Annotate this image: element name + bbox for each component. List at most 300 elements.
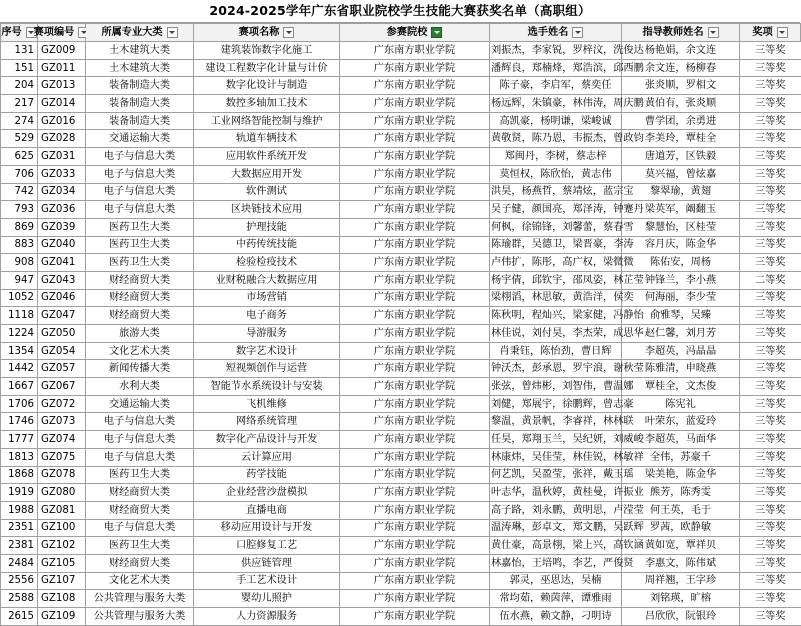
col-header-code[interactable]: 赛项编号: [38, 24, 86, 42]
cell-players[interactable]: 杨宇倩，邱钦宇，邵凤姿，林芷莹: [490, 271, 622, 289]
cell-index[interactable]: 908: [1, 254, 38, 272]
cell-code[interactable]: GZ034: [38, 183, 86, 201]
cell-teachers[interactable]: 张炎顺，罗相文: [622, 77, 740, 95]
cell-school[interactable]: 广东南方职业学院: [340, 112, 490, 130]
table-row: [1, 537, 801, 555]
cell-school[interactable]: 广东南方职业学院: [340, 218, 490, 236]
cell-index[interactable]: 1667: [1, 378, 38, 396]
col-header-award[interactable]: 奖项: [740, 24, 801, 42]
cell-award[interactable]: 三等奖: [740, 130, 801, 148]
cell-award[interactable]: 三等奖: [740, 77, 801, 95]
cell-teachers[interactable]: 唐道芳，区铁毅: [622, 148, 740, 166]
table-row: [1, 59, 801, 77]
cell-event[interactable]: 工业网络智能控制与维护: [194, 112, 340, 130]
cell-category[interactable]: 财经商贸大类: [86, 501, 194, 519]
cell-event[interactable]: 检验检疫技术: [194, 254, 340, 272]
cell-index[interactable]: 2351: [1, 519, 38, 537]
cell-teachers[interactable]: 叶荣东，蓝爱玲: [622, 413, 740, 431]
filter-dropdown-icon[interactable]: [283, 27, 294, 38]
cell-code[interactable]: GZ047: [38, 307, 86, 325]
cell-award[interactable]: 三等奖: [740, 554, 801, 572]
cell-players[interactable]: 肖秉钰，陈怡劲，曹日辉: [490, 342, 622, 360]
cell-school[interactable]: 广东南方职业学院: [340, 519, 490, 537]
cell-players[interactable]: 潘辉良，郑楠烽，郑浩滨，邱西鹏: [490, 59, 622, 77]
cell-players[interactable]: 常均茹，赖茵萍，谭雅雨: [490, 590, 622, 608]
cell-players[interactable]: 郑闽丹，李树，蔡志梓: [490, 148, 622, 166]
cell-teachers[interactable]: 陈宪礼: [622, 395, 740, 413]
cell-index[interactable]: 217: [1, 95, 38, 113]
cell-award[interactable]: 三等奖: [740, 42, 801, 60]
cell-event[interactable]: 直播电商: [194, 501, 340, 519]
cell-index[interactable]: 869: [1, 218, 38, 236]
cell-event[interactable]: 导游服务: [194, 325, 340, 343]
cell-school[interactable]: 广东南方职业学院: [340, 289, 490, 307]
cell-players[interactable]: 高凯豪，杨明谦，梁峻诚: [490, 112, 622, 130]
cell-teachers[interactable]: 何王英，毛于: [622, 501, 740, 519]
table-row: [1, 307, 801, 325]
table-row: [1, 325, 801, 343]
cell-index[interactable]: 625: [1, 148, 38, 166]
cell-category[interactable]: 财经商贸大类: [86, 271, 194, 289]
cell-school[interactable]: 广东南方职业学院: [340, 608, 490, 626]
cell-teachers[interactable]: 熊芳，陈秀雯: [622, 484, 740, 502]
cell-players[interactable]: 何枫，徐锦锋，刘馨蕾，蔡春雪: [490, 218, 622, 236]
cell-event[interactable]: 数字化设计与制造: [194, 77, 340, 95]
cell-school[interactable]: 广东南方职业学院: [340, 413, 490, 431]
cell-players[interactable]: 林佳说，刘付昊，李杰荣，成思华: [490, 325, 622, 343]
cell-category[interactable]: 装备制造大类: [86, 112, 194, 130]
cell-players[interactable]: 林嘉怡，王培鸣，李艺，严俊贤: [490, 554, 622, 572]
cell-index[interactable]: 1813: [1, 448, 38, 466]
cell-players[interactable]: 陈秋明，程灿兴，梁家健，冯静怡: [490, 307, 622, 325]
cell-players[interactable]: 何艺凯，吴盈莹，张祥，戴玉瑶: [490, 466, 622, 484]
cell-teachers[interactable]: 黄如宽，覃祥贝: [622, 537, 740, 555]
cell-category[interactable]: 电子与信息大类: [86, 519, 194, 537]
cell-teachers[interactable]: 梁英军，阚翻玉: [622, 201, 740, 219]
cell-category[interactable]: 交通运输大类: [86, 395, 194, 413]
cell-school[interactable]: 广东南方职业学院: [340, 395, 490, 413]
cell-code[interactable]: GZ074: [38, 431, 86, 449]
cell-event[interactable]: 轨道车辆技术: [194, 130, 340, 148]
cell-award[interactable]: 三等奖: [740, 360, 801, 378]
cell-code[interactable]: GZ067: [38, 378, 86, 396]
table-row: [1, 95, 801, 113]
cell-teachers[interactable]: 赵仁馨，刘月芳: [622, 325, 740, 343]
cell-index[interactable]: 793: [1, 201, 38, 219]
cell-award[interactable]: 三等奖: [740, 413, 801, 431]
cell-category[interactable]: 土木建筑大类: [86, 42, 194, 60]
table-row: [1, 254, 801, 272]
cell-school[interactable]: 广东南方职业学院: [340, 165, 490, 183]
cell-code[interactable]: GZ039: [38, 218, 86, 236]
cell-teachers[interactable]: 莫兴福，曾炫嘉: [622, 165, 740, 183]
cell-code[interactable]: GZ041: [38, 254, 86, 272]
cell-index[interactable]: 1354: [1, 342, 38, 360]
cell-players[interactable]: 温涛琳，彭卓文，郑文鹏，吴跃辉: [490, 519, 622, 537]
cell-index[interactable]: 2556: [1, 572, 38, 590]
cell-teachers[interactable]: 吕欣欣，阮银玲: [622, 608, 740, 626]
table-row: [1, 77, 801, 95]
table-row: [1, 148, 801, 166]
cell-school[interactable]: 广东南方职业学院: [340, 183, 490, 201]
cell-index[interactable]: 1224: [1, 325, 38, 343]
cell-players[interactable]: 洪昊，杨燕哲，蔡靖炫，蓝宗宝: [490, 183, 622, 201]
cell-school[interactable]: 广东南方职业学院: [340, 77, 490, 95]
cell-players[interactable]: 陈瑜群，吴德卫，梁晋豪，李涛: [490, 236, 622, 254]
cell-index[interactable]: 2615: [1, 608, 38, 626]
cell-school[interactable]: 广东南方职业学院: [340, 537, 490, 555]
cell-category[interactable]: 装备制造大类: [86, 77, 194, 95]
cell-code[interactable]: GZ040: [38, 236, 86, 254]
cell-award[interactable]: 三等奖: [740, 218, 801, 236]
cell-code[interactable]: GZ046: [38, 289, 86, 307]
cell-index[interactable]: 1442: [1, 360, 38, 378]
cell-category[interactable]: 财经商贸大类: [86, 289, 194, 307]
cell-code[interactable]: GZ011: [38, 59, 86, 77]
cell-code[interactable]: GZ054: [38, 342, 86, 360]
cell-school[interactable]: 广东南方职业学院: [340, 130, 490, 148]
cell-code[interactable]: GZ043: [38, 271, 86, 289]
cell-code[interactable]: GZ102: [38, 537, 86, 555]
cell-event[interactable]: 中药传统技能: [194, 236, 340, 254]
cell-school[interactable]: 广东南方职业学院: [340, 448, 490, 466]
cell-award[interactable]: 三等奖: [740, 95, 801, 113]
cell-award[interactable]: 三等奖: [740, 289, 801, 307]
cell-school[interactable]: 广东南方职业学院: [340, 378, 490, 396]
cell-event[interactable]: 数控多轴加工技术: [194, 95, 340, 113]
cell-players[interactable]: 刘振杰，李家锐，罗梓汶，洗俊达: [490, 42, 622, 60]
cell-award[interactable]: 三等奖: [740, 254, 801, 272]
cell-award[interactable]: 三等奖: [740, 466, 801, 484]
cell-index[interactable]: 947: [1, 271, 38, 289]
cell-players[interactable]: 莫恒权，陈欣怡，黄志伟: [490, 165, 622, 183]
cell-index[interactable]: 274: [1, 112, 38, 130]
cell-players[interactable]: 钟沃杰，彭承恩，罗宇浪，谢秋莹: [490, 360, 622, 378]
cell-category[interactable]: 电子与信息大类: [86, 431, 194, 449]
cell-code[interactable]: GZ078: [38, 466, 86, 484]
cell-index[interactable]: 1868: [1, 466, 38, 484]
filter-dropdown-icon[interactable]: [572, 27, 583, 38]
cell-index[interactable]: 131: [1, 42, 38, 60]
cell-award[interactable]: 二等奖: [740, 271, 801, 289]
col-header-players[interactable]: 选手姓名: [490, 24, 622, 42]
cell-category[interactable]: 医药卫生大类: [86, 254, 194, 272]
col-header-category[interactable]: 所属专业大类: [86, 24, 194, 42]
table-row: [1, 360, 801, 378]
cell-event[interactable]: 软件测试: [194, 183, 340, 201]
table-row: [1, 218, 801, 236]
col-header-index[interactable]: 序号: [1, 24, 38, 42]
cell-index[interactable]: 1746: [1, 413, 38, 431]
cell-event[interactable]: 智能节水系统设计与安装: [194, 378, 340, 396]
cell-category[interactable]: 土木建筑大类: [86, 59, 194, 77]
cell-award[interactable]: 三等奖: [740, 236, 801, 254]
cell-code[interactable]: GZ105: [38, 554, 86, 572]
cell-index[interactable]: 204: [1, 77, 38, 95]
cell-players[interactable]: 高子路，刘永鹏，黄明思，卢滢莹: [490, 501, 622, 519]
cell-teachers[interactable]: 陈佑安，周杨: [622, 254, 740, 272]
cell-index[interactable]: 2381: [1, 537, 38, 555]
cell-teachers[interactable]: 李惠文，陈伟斌: [622, 554, 740, 572]
cell-category[interactable]: 电子与信息大类: [86, 413, 194, 431]
cell-category[interactable]: 装备制造大类: [86, 95, 194, 113]
cell-school[interactable]: 广东南方职业学院: [340, 95, 490, 113]
cell-code[interactable]: GZ013: [38, 77, 86, 95]
cell-teachers[interactable]: 覃桂全，文杰俊: [622, 378, 740, 396]
cell-players[interactable]: 梁栩滔，林思敏，黄浩洋，侯奕: [490, 289, 622, 307]
cell-event[interactable]: 移动应用设计与开发: [194, 519, 340, 537]
cell-teachers[interactable]: 钟锋兰，李小燕: [622, 271, 740, 289]
cell-index[interactable]: 529: [1, 130, 38, 148]
cell-award[interactable]: 三等奖: [740, 501, 801, 519]
cell-event[interactable]: 数字艺术设计: [194, 342, 340, 360]
cell-category[interactable]: 电子与信息大类: [86, 183, 194, 201]
cell-code[interactable]: GZ016: [38, 112, 86, 130]
table-row: [1, 572, 801, 590]
cell-event[interactable]: 人力资源服务: [194, 608, 340, 626]
cell-teachers[interactable]: 容月庆，陈金华: [622, 236, 740, 254]
cell-event[interactable]: 口腔修复工艺: [194, 537, 340, 555]
cell-players[interactable]: 张弦，曾炜彬，刘智伟，曹温娜: [490, 378, 622, 396]
cell-award[interactable]: 三等奖: [740, 572, 801, 590]
cell-teachers[interactable]: 余文连，杨柳春: [622, 59, 740, 77]
cell-school[interactable]: 广东南方职业学院: [340, 236, 490, 254]
cell-code[interactable]: GZ109: [38, 608, 86, 626]
cell-index[interactable]: 2588: [1, 590, 38, 608]
cell-category[interactable]: 文化艺术大类: [86, 342, 194, 360]
cell-teachers[interactable]: 黄伯有，张炎顺: [622, 95, 740, 113]
cell-teachers[interactable]: 黎翠瑜，黄翅: [622, 183, 740, 201]
cell-event[interactable]: 数字化产品设计与开发: [194, 431, 340, 449]
cell-teachers[interactable]: 李美玲，覃桂全: [622, 130, 740, 148]
cell-teachers[interactable]: 全伟，苏豪千: [622, 448, 740, 466]
table-row: [1, 112, 801, 130]
cell-code[interactable]: GZ050: [38, 325, 86, 343]
cell-award[interactable]: 三等奖: [740, 537, 801, 555]
cell-award[interactable]: 三等奖: [740, 431, 801, 449]
cell-event[interactable]: 护理技能: [194, 218, 340, 236]
cell-players[interactable]: 黄敬贤，陈乃恩，韦振杰，曾政钧: [490, 130, 622, 148]
cell-category[interactable]: 医药卫生大类: [86, 236, 194, 254]
cell-code[interactable]: GZ057: [38, 360, 86, 378]
cell-school[interactable]: 广东南方职业学院: [340, 554, 490, 572]
cell-players[interactable]: 吴子健，颜国亮，郑泽涛，钟蹇丹: [490, 201, 622, 219]
cell-award[interactable]: 三等奖: [740, 148, 801, 166]
cell-event[interactable]: 业财税融合大数据应用: [194, 271, 340, 289]
cell-school[interactable]: 广东南方职业学院: [340, 360, 490, 378]
cell-event[interactable]: 大数据应用开发: [194, 165, 340, 183]
cell-school[interactable]: 广东南方职业学院: [340, 466, 490, 484]
cell-category[interactable]: 财经商贸大类: [86, 307, 194, 325]
cell-award[interactable]: 三等奖: [740, 342, 801, 360]
cell-category[interactable]: 财经商贸大类: [86, 484, 194, 502]
cell-school[interactable]: 广东南方职业学院: [340, 484, 490, 502]
col-header-school[interactable]: 参赛院校: [340, 24, 490, 42]
cell-award[interactable]: 三等奖: [740, 448, 801, 466]
cell-teachers[interactable]: 何海丽，李少莹: [622, 289, 740, 307]
cell-category[interactable]: 新闻传播大类: [86, 360, 194, 378]
cell-category[interactable]: 公共管理与服务大类: [86, 608, 194, 626]
cell-index[interactable]: 742: [1, 183, 38, 201]
table-row: [1, 130, 801, 148]
cell-index[interactable]: 1118: [1, 307, 38, 325]
cell-code[interactable]: GZ028: [38, 130, 86, 148]
cell-teachers[interactable]: 杨艳娟，余文连: [622, 42, 740, 60]
cell-category[interactable]: 电子与信息大类: [86, 201, 194, 219]
cell-award[interactable]: 三等奖: [740, 183, 801, 201]
cell-school[interactable]: 广东南方职业学院: [340, 590, 490, 608]
cell-event[interactable]: 手工艺术设计: [194, 572, 340, 590]
cell-players[interactable]: 卢伟扩，陈彤，高广权，梁微微: [490, 254, 622, 272]
cell-event[interactable]: 电子商务: [194, 307, 340, 325]
cell-teachers[interactable]: 李超英，马面华: [622, 431, 740, 449]
cell-event[interactable]: 药学技能: [194, 466, 340, 484]
table-row: [1, 378, 801, 396]
cell-code[interactable]: GZ014: [38, 95, 86, 113]
cell-event[interactable]: 供应链管理: [194, 554, 340, 572]
cell-code[interactable]: GZ033: [38, 165, 86, 183]
table-row: [1, 42, 801, 60]
cell-school[interactable]: 广东南方职业学院: [340, 254, 490, 272]
cell-category[interactable]: 电子与信息大类: [86, 448, 194, 466]
cell-players[interactable]: 林康炜，吴佳莹，林佳锐，林敏祥: [490, 448, 622, 466]
cell-event[interactable]: 婴幼儿照护: [194, 590, 340, 608]
cell-event[interactable]: 网络系统管理: [194, 413, 340, 431]
cell-school[interactable]: 广东南方职业学院: [340, 271, 490, 289]
cell-code[interactable]: GZ108: [38, 590, 86, 608]
cell-teachers[interactable]: 曹学团，余勇进: [622, 112, 740, 130]
filter-dropdown-icon[interactable]: [777, 27, 788, 38]
cell-teachers[interactable]: 黎慧怡，区桂莹: [622, 218, 740, 236]
cell-players[interactable]: 刘健，郑展宇，徐鹏辉，曾志豪: [490, 395, 622, 413]
cell-school[interactable]: 广东南方职业学院: [340, 342, 490, 360]
cell-school[interactable]: 广东南方职业学院: [340, 42, 490, 60]
cell-players[interactable]: 伍水燕，赖文静，刁明诗: [490, 608, 622, 626]
cell-index[interactable]: 706: [1, 165, 38, 183]
table-row: [1, 271, 801, 289]
cell-teachers[interactable]: 梁美艳，陈金华: [622, 466, 740, 484]
col-header-teachers[interactable]: 指导教师姓名: [622, 24, 740, 42]
cell-index[interactable]: 1706: [1, 395, 38, 413]
cell-event[interactable]: 短视频创作与运营: [194, 360, 340, 378]
table-row: [1, 413, 801, 431]
cell-players[interactable]: 杨远辉，朱镇豪，林伟涛，周庆鹏: [490, 95, 622, 113]
cell-award[interactable]: 三等奖: [740, 608, 801, 626]
cell-players[interactable]: 黄仕豪，高景栩，梁上兴，高钦涵: [490, 537, 622, 555]
cell-award[interactable]: 三等奖: [740, 484, 801, 502]
table-row: [1, 165, 801, 183]
cell-code[interactable]: GZ009: [38, 42, 86, 60]
cell-index[interactable]: 2484: [1, 554, 38, 572]
cell-index[interactable]: 1052: [1, 289, 38, 307]
cell-index[interactable]: 151: [1, 59, 38, 77]
cell-teachers[interactable]: 陈雅清，申晓燕: [622, 360, 740, 378]
cell-school[interactable]: 广东南方职业学院: [340, 148, 490, 166]
cell-award[interactable]: 三等奖: [740, 395, 801, 413]
cell-players[interactable]: 叶志华，温秋婷，黄桂曼，许振业: [490, 484, 622, 502]
filter-dropdown-icon[interactable]: [708, 27, 719, 38]
award-table: [0, 23, 801, 626]
cell-school[interactable]: 广东南方职业学院: [340, 59, 490, 77]
cell-award[interactable]: 三等奖: [740, 325, 801, 343]
cell-category[interactable]: 医药卫生大类: [86, 466, 194, 484]
cell-category[interactable]: 电子与信息大类: [86, 165, 194, 183]
cell-school[interactable]: 广东南方职业学院: [340, 572, 490, 590]
cell-code[interactable]: GZ080: [38, 484, 86, 502]
cell-teachers[interactable]: 李超英，冯晶晶: [622, 342, 740, 360]
cell-code[interactable]: GZ081: [38, 501, 86, 519]
col-header-event[interactable]: 赛项名称: [194, 24, 340, 42]
sheet-title: 2024-2025学年广东省职业院校学生技能大赛获奖名单（高职组）: [0, 0, 800, 23]
cell-index[interactable]: 883: [1, 236, 38, 254]
filter-dropdown-icon[interactable]: [167, 27, 178, 38]
cell-school[interactable]: 广东南方职业学院: [340, 501, 490, 519]
cell-category[interactable]: 财经商贸大类: [86, 554, 194, 572]
cell-index[interactable]: 1988: [1, 501, 38, 519]
cell-players[interactable]: 郭灵，巫思达，吴楠: [490, 572, 622, 590]
cell-index[interactable]: 1777: [1, 431, 38, 449]
cell-code[interactable]: GZ075: [38, 448, 86, 466]
cell-category[interactable]: 交通运输大类: [86, 130, 194, 148]
cell-teachers[interactable]: 周祥翘，王字珍: [622, 572, 740, 590]
cell-award[interactable]: 三等奖: [740, 307, 801, 325]
cell-players[interactable]: 任昊，郑翔玉兰，吴纪妍，刘威峻: [490, 431, 622, 449]
cell-event[interactable]: 企业经营沙盘模拟: [194, 484, 340, 502]
cell-event[interactable]: 飞机维修: [194, 395, 340, 413]
cell-code[interactable]: GZ073: [38, 413, 86, 431]
cell-players[interactable]: 黎温，黄景帆，李睿祥，林林联: [490, 413, 622, 431]
cell-category[interactable]: 公共管理与服务大类: [86, 590, 194, 608]
cell-event[interactable]: 区块链技术应用: [194, 201, 340, 219]
cell-award[interactable]: 三等奖: [740, 112, 801, 130]
cell-event[interactable]: 云计算应用: [194, 448, 340, 466]
cell-category[interactable]: 医药卫生大类: [86, 537, 194, 555]
cell-index[interactable]: 1919: [1, 484, 38, 502]
cell-category[interactable]: 旅游大类: [86, 325, 194, 343]
cell-award[interactable]: 三等奖: [740, 378, 801, 396]
cell-code[interactable]: GZ072: [38, 395, 86, 413]
cell-code[interactable]: GZ036: [38, 201, 86, 219]
table-row: [1, 466, 801, 484]
cell-players[interactable]: 陈子豪，李启军，蔡奕任: [490, 77, 622, 95]
cell-award[interactable]: 三等奖: [740, 59, 801, 77]
table-row: [1, 431, 801, 449]
cell-event[interactable]: 建筑装饰数字化施工: [194, 42, 340, 60]
cell-school[interactable]: 广东南方职业学院: [340, 325, 490, 343]
cell-school[interactable]: 广东南方职业学院: [340, 431, 490, 449]
cell-award[interactable]: 三等奖: [740, 165, 801, 183]
cell-teachers[interactable]: 罗茜，欧静敏: [622, 519, 740, 537]
cell-teachers[interactable]: 俞雅琴，吴臻: [622, 307, 740, 325]
cell-category[interactable]: 医药卫生大类: [86, 218, 194, 236]
cell-award[interactable]: 三等奖: [740, 201, 801, 219]
cell-code[interactable]: GZ100: [38, 519, 86, 537]
cell-teachers[interactable]: 刘铭瑛，旷榕: [622, 590, 740, 608]
filter-active-icon[interactable]: [431, 27, 442, 38]
cell-award[interactable]: 三等奖: [740, 519, 801, 537]
cell-event[interactable]: 建设工程数字化计量与计价: [194, 59, 340, 77]
cell-event[interactable]: 应用软件系统开发: [194, 148, 340, 166]
cell-category[interactable]: 电子与信息大类: [86, 148, 194, 166]
cell-award[interactable]: 三等奖: [740, 590, 801, 608]
cell-code[interactable]: GZ107: [38, 572, 86, 590]
cell-school[interactable]: 广东南方职业学院: [340, 307, 490, 325]
cell-event[interactable]: 市场营销: [194, 289, 340, 307]
cell-category[interactable]: 文化艺术大类: [86, 572, 194, 590]
cell-school[interactable]: 广东南方职业学院: [340, 201, 490, 219]
cell-category[interactable]: 水利大类: [86, 378, 194, 396]
cell-code[interactable]: GZ031: [38, 148, 86, 166]
